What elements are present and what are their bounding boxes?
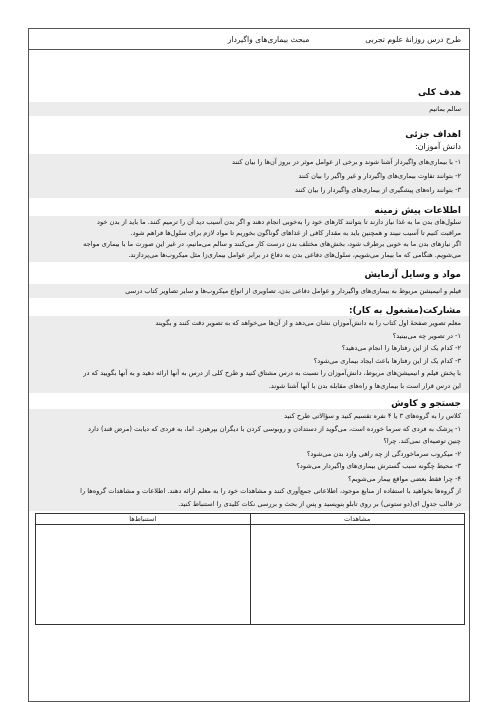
participation-line: معلم تصویر صفحهٔ اول کتاب را به دانش‌آموزان نشان می‌دهد و از آن‌ها می‌خواهد که به تصویر دقت کنند و بگویند [155, 319, 461, 327]
exploration-line: چنین توصیه‌ای نمی‌کند. چرا؟ [383, 437, 461, 445]
background-line: سلول‌های بدن ما به غذا نیاز دارند تا بتوانند کارهای خود را به‌خوبی انجام دهند و اگر بدن آسیب دید آن را ترمیم کنند. ما باید از بدن خود [97, 218, 461, 226]
observations-header: مشاهدات [251, 514, 465, 525]
partial-goals-heading: اهداف جزئی [405, 130, 461, 140]
general-goal-text: سالم بمانیم [29, 102, 469, 116]
participation-text [29, 316, 469, 393]
inferences-column [36, 514, 251, 624]
exploration-line: کلاس را به گروه‌های ۳ یا ۴ نفره تقسیم کنید و سؤالاتی طرح کنید [284, 412, 461, 420]
exploration-line: ۲- میکروب سرماخوردگی از چه راهی وارد بدن می‌شود؟ [306, 449, 461, 458]
exploration-line: در قالب جدول ای(دو ستونی) بر روی تابلو بنویسید و پس از بحث و بررسی نکات کلیدی را استنباط کنید. [178, 499, 461, 508]
background-line: مراقبت کنیم تا آسیب نبیند و همچنین باید به مقدار کافی از غذاهای گوناگون بخوریم تا مواد لازم برای سلول‌ها فراهم شود. [130, 229, 461, 237]
lesson-plan-page [28, 28, 470, 702]
exploration-line: ۴- چرا فقط بعضی مواقع بیمار می‌شویم؟ [348, 474, 461, 483]
lesson-body [28, 50, 470, 702]
participation-heading: مشارکت(مشغول به کار): [348, 306, 461, 316]
observations-table [35, 513, 465, 625]
background-text [29, 216, 469, 262]
lesson-plan-title: طرح درس روزانهٔ علوم تجربی [365, 34, 461, 44]
exploration-line: از گروه‌ها بخواهید با استفاده از منابع موجود، اطلاعاتی جمع‌آوری کنند و مشاهدات خود را به معلم ارائه دهند. اطلاعات و مشاهدات گروه‌ها را [80, 487, 461, 495]
partial-goal-item: ۳- بتوانند راه‌های پیشگیری از بیماری‌های واگیردار را بیان کنند [294, 186, 461, 194]
inferences-header: استنباط‌ها [36, 514, 250, 525]
partial-goals-list [29, 154, 469, 198]
background-line: اگر نیازهای بدن ما به خوبی برطرف شود، بخش‌های مختلف بدن درست کار می‌کنند و سالم می‌مانیم، در غیر این صورت ما با بیماری مواجه [83, 240, 461, 248]
participation-line: ۱- در تصویر چه می‌بینید؟ [392, 331, 461, 340]
participation-line: با پخش فیلم و انیمیشن‌های مربوط، دانش‌آموزان را نسبت به درس مشتاق کنید و طرح کلی از درس به آنها ارائه دهید و به آنها بگویید که در [83, 369, 461, 377]
background-line: می‌شویم. هنگامی که ما بیمار می‌شویم، سلول‌های دفاعی بدن به دفاع در برابر عوامل بیماری‌زا مثل میکروب‌ها می‌پردازند. [128, 251, 461, 259]
inferences-cell [36, 525, 250, 624]
exploration-heading: جستجو و کاوش [391, 399, 461, 409]
materials-text: فیلم و انیمیشن مربوط به بیماری‌های واگیردار و عوامل دفاعی بدن، تصاویری از انواع میکروب‌ها و سایر تصاویر کتاب درسی [29, 284, 469, 298]
general-goal-heading: هدف کلی [417, 88, 461, 98]
header-bar [28, 28, 470, 50]
materials-heading: مواد و وسایل آزمایش [364, 270, 461, 280]
exploration-line: ۱- پزشک به فردی که سرما خورده است، می‌گوید از دستدادن و روبوسی کردن با دیگران بپرهیزد. اما، به فردی که دیابت (مرض قند) دارد [87, 424, 461, 433]
background-heading: اطلاعات پیش زمینه [374, 206, 461, 216]
partial-goal-item: ۲- بتوانند تفاوت بیماری‌های واگیردار و غیر واگیر را بیان کنند [298, 172, 461, 180]
lesson-topic: مبحث بیماری‌های واگیردار [227, 34, 310, 44]
partial-goals-intro: دانش آموزان: [414, 142, 461, 151]
participation-line: این درس قرار است با بیماری‌ها و راه‌های مقابله بدن با آنها آشنا شوند. [268, 381, 461, 390]
participation-line: ۳- کدام یک از این رفتارها باعث ایجاد بیماری می‌شود؟ [313, 356, 461, 365]
participation-line: ۲- کدام یک از این رفتارها را انجام می‌دهید؟ [341, 344, 461, 352]
exploration-text [29, 409, 469, 511]
observations-column [251, 514, 465, 624]
observations-cell [251, 525, 465, 624]
exploration-line: ۳- محیط چگونه سبب گسترش بیماری‌های واگیردار می‌شود؟ [296, 462, 461, 470]
partial-goal-item: ۱- با بیماری‌های واگیردار آشنا شوند و برخی از عوامل موثر در بروز آن‌ها را بیان کنند [231, 158, 461, 166]
